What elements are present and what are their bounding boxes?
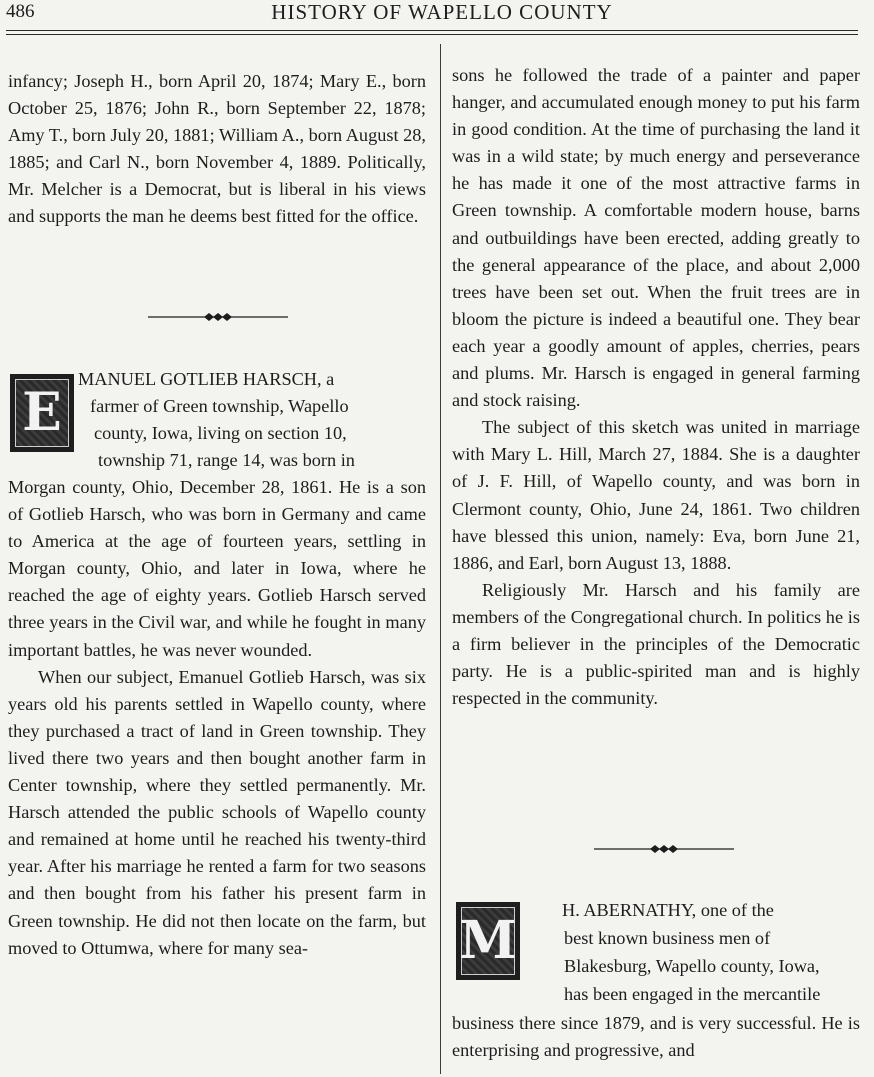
religion-paragraph: Religiously Mr. Harsch and his family are members of the Congregational church. In politics he is a firm believer in the principles of the Democratic party. He is a public-spirited man and is highly respected in the community. xyxy=(452,579,860,709)
harsch-wrap-line-3: county, Iowa, living on section 10, xyxy=(94,423,347,443)
column-divider xyxy=(440,44,441,1074)
dropcap-m-frame xyxy=(461,907,515,975)
abernathy-body xyxy=(452,1010,860,1064)
dropcap-m-letter: M xyxy=(459,910,517,971)
melcher-paragraph: infancy; Joseph H., born April 20, 1874; Mary E., born October 25, 1876; John R., born September 22, 1878; Amy T., born July 20, 1881; William A., born August 28, 1885; and Carl N., born November 4, 1889. Politically, Mr. Melcher is a Democrat, but is liberal in his views and supports the man he deems best fitted for the office. xyxy=(8,71,426,227)
abernathy-wrap-line-4: has been engaged in the mercantile xyxy=(564,984,821,1004)
abernathy-wrap-line-2: best known business men of xyxy=(564,928,771,948)
running-title: HISTORY OF WAPELLO COUNTY xyxy=(271,0,613,24)
abernathy-wrap-line-3: Blakesburg, Wapello county, Iowa, xyxy=(564,956,820,976)
left-column-body xyxy=(8,474,426,962)
dropcap-e-letter: E xyxy=(22,382,62,443)
harsch-continuation: Morgan county, Ohio, December 28, 1861. He is a son of Gotlieb Harsch, who was born in Germany and came to America at the age of fourteen years, settling in Morgan county, Ohio, and later in Iowa, where he reached the age of eighty years. Gotlieb Harsch served three years in the Civil war, and while he fought in many important battles, he was never wounded. xyxy=(8,477,426,660)
page-header xyxy=(0,0,874,28)
page-number: 486 xyxy=(6,1,35,22)
painter-paragraph: sons he followed the trade of a painter and paper hanger, and accumulated enough money to put his farm in good condition. At the time of purchasing the land it was in a wild state; by much energy and perseverance he has made it one of the most attractive farms in Green township. A comfortable modern house, barns and outbuildings have been erected, adding greatly to the general appearance of the place, and about 2,000 trees have been set out. When the fruit trees are in bloom the picture is indeed a beautiful one. They bear each year a goodly amount of apples, cherries, pears and plums. Mr. Harsch is engaged in general farming and stock raising. xyxy=(452,65,860,411)
harsch-wrap-line-1: MANUEL GOTLIEB HARSCH, a xyxy=(78,369,335,389)
section-ornament-right xyxy=(594,844,734,854)
abernathy-continuation: business there since 1879, and is very successful. He is enterprising and progressive, and xyxy=(452,1013,860,1061)
harsch-wrap-line-4: township 71, range 14, was born in xyxy=(98,450,355,470)
section-ornament-left xyxy=(148,312,288,322)
harsch-wrap-line-2: farmer of Green township, Wapello xyxy=(90,396,349,416)
dropcap-e-frame xyxy=(15,379,69,447)
dropcap-e xyxy=(10,374,74,452)
marriage-paragraph: The subject of this sketch was united in marriage with Mary L. Hill, March 27, 1884. She is a daughter of J. F. Hill, of Wapello county, and was born in Clermont county, Ohio, June 24, 1861. Two children have blessed this union, namely: Eva, born June 21, 1886, and Earl, born August 13, 1888. xyxy=(452,417,860,573)
header-rule-top xyxy=(6,30,858,31)
dropcap-m xyxy=(456,902,520,980)
header-rule-bottom xyxy=(6,34,858,35)
subject-paragraph: When our subject, Emanuel Gotlieb Harsch, was six years old his parents settled in Wapello county, where they purchased a tract of land in Green township. They lived there two years and then bought another farm in Center township, where they settled permanently. Mr. Harsch attended the public schools of Wapello county and remained at home until he reached his twenty-third year. After his marriage he rented a farm for two seasons and then bought from his father his present farm in Green township. He did not then locate on the farm, but moved to Ottumwa, where for many sea- xyxy=(8,666,426,958)
abernathy-wrap-line-1: H. ABERNATHY, one of the xyxy=(562,900,774,920)
left-column-top-paragraph xyxy=(8,68,426,231)
right-column-body xyxy=(452,62,860,712)
